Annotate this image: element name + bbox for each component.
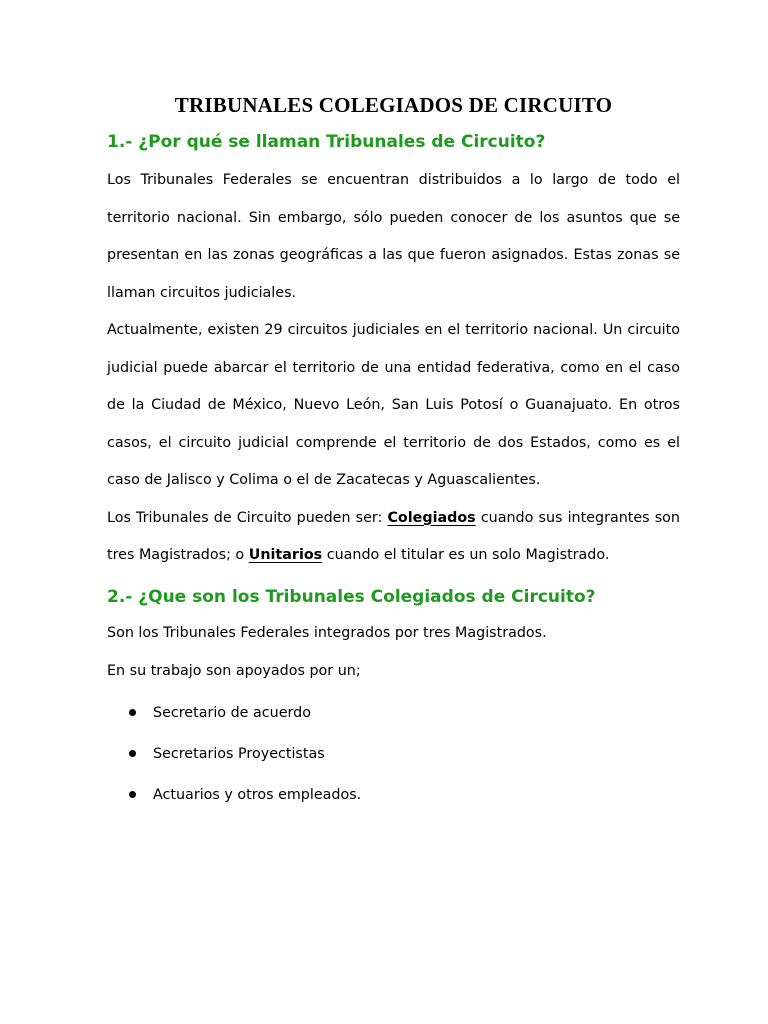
list-item	[129, 703, 680, 723]
emphasis-unitarios: Unitarios	[248, 547, 323, 563]
section-1-heading: 1.- ¿Por qué se llaman Tribunales de Circuito?	[107, 132, 546, 152]
list-item	[129, 785, 680, 805]
paragraph-3-text-1: Los Tribunales de Circuito pueden ser:	[107, 509, 388, 526]
staff-list	[107, 703, 680, 805]
section-1-paragraph-1: Los Tribunales Federales se encuentran distribuidos a lo largo de todo el territorio nacional. Sin embargo, sólo pueden conocer de los asuntos que se presentan en las zonas geográficas a las que fueron asignados. Estas zonas se llaman circuitos judiciales.	[107, 172, 680, 301]
section-2-heading: 2.- ¿Que son los Tribunales Colegiados de Circuito?	[107, 586, 596, 607]
list-item-text: Secretario de acuerdo	[153, 704, 311, 721]
section-2-line-2: En su trabajo son apoyados por un;	[107, 662, 361, 679]
section-1-paragraph-2: Actualmente, existen 29 circuitos judiciales en el territorio nacional. Un circuito judicial puede abarcar el territorio de una entidad federativa, como en el caso de la Ciudad de México, Nuevo León, San Luis Potosí o Guanajuato. En otros casos, el circuito judicial comprende el territorio de dos Estados, como es el caso de Jalisco y Colima o el de Zacatecas y Aguascalientes.	[107, 322, 680, 488]
bullet-icon	[129, 709, 136, 716]
section-1-paragraph-3	[107, 500, 680, 575]
list-item-text: Actuarios y otros empleados.	[153, 786, 362, 803]
paragraph-3-text-3: cuando el titular es un solo Magistrado.	[322, 547, 610, 563]
emphasis-colegiados: Colegiados	[387, 509, 476, 526]
section-2-line-1: Son los Tribunales Federales integrados por tres Magistrados.	[107, 624, 547, 641]
list-item	[129, 744, 680, 764]
bullet-icon	[129, 750, 136, 757]
bullet-icon	[129, 791, 136, 798]
document-title: TRIBUNALES COLEGIADOS DE CIRCUITO	[174, 93, 613, 117]
list-item-text: Secretarios Proyectistas	[153, 745, 325, 762]
paragraph-3-text-2: cuando sus integrantes son tres Magistrados; o	[107, 509, 680, 563]
